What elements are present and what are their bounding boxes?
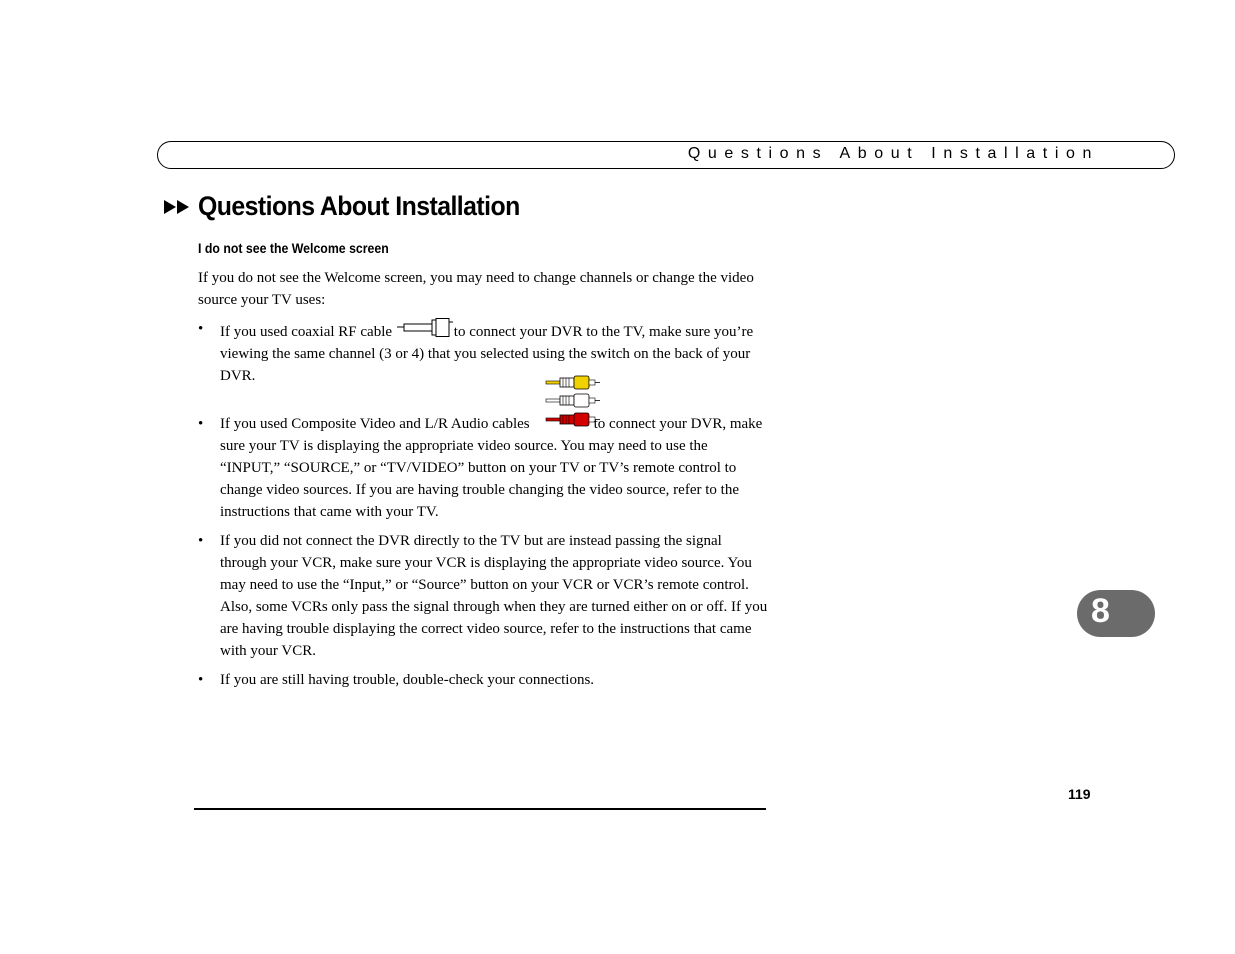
- section-subheading: I do not see the Welcome screen: [198, 240, 389, 256]
- chapter-tab: [1077, 590, 1155, 637]
- bullet-marker: •: [198, 672, 204, 688]
- intro-paragraph: If you do not see the Welcome screen, you may need to change channels or change the video source your TV uses:: [198, 270, 754, 308]
- bullet-text-end: to connect your DVR to the TV, make sure you’re viewing the same channel (3 or 4) that you selected using the switch on the back of your DVR.: [220, 324, 754, 384]
- bullet-text: [220, 413, 768, 523]
- bullet-marker: •: [198, 533, 204, 549]
- page-number: 119: [1068, 786, 1091, 802]
- bullet-item-composite: [198, 413, 768, 523]
- bullet-item-coaxial: [198, 318, 768, 387]
- bullet-text-end: to connect your DVR, make sure your TV is displaying the appropriate video source. You may need to use the “INPUT,” “SOURCE,” or “TV/VIDEO” button on your TV or TV’s remote control to change video sources. If you are having trouble changing the video source, refer to the instructions that came with your TV.: [220, 416, 763, 520]
- bullet-text: If you did not connect the DVR directly to the TV but are instead passing the signal through your VCR, make sure your VCR is displaying the appropriate video source. You may need to use the “Input,” or “Source” button on your VCR or VCR’s remote control. Also, some VCRs only pass the signal through when they are turned either on or off. If you are having trouble displaying the correct video source, refer to the instructions that came with your VCR.: [220, 533, 768, 659]
- footer-rule: [194, 808, 766, 810]
- running-header-title: Questions About Installation: [687, 145, 1099, 162]
- page-title: Questions About Installation: [198, 191, 520, 221]
- bullet-text-start: If you used coaxial RF cable: [220, 324, 396, 340]
- bullet-text-start: If you used Composite Video and L/R Audio cables: [220, 416, 530, 432]
- fast-forward-icon: [164, 199, 190, 215]
- bullet-marker: •: [198, 416, 204, 432]
- chapter-number: 8: [1091, 592, 1110, 630]
- bullet-text: [220, 318, 768, 387]
- bullet-item-vcr: [198, 530, 768, 662]
- coaxial-cable-icon: [396, 318, 454, 338]
- bullet-marker: •: [198, 321, 204, 337]
- bullet-text: If you are still having trouble, double-check your connections.: [220, 672, 595, 688]
- bullet-item-check-connections: [198, 669, 768, 691]
